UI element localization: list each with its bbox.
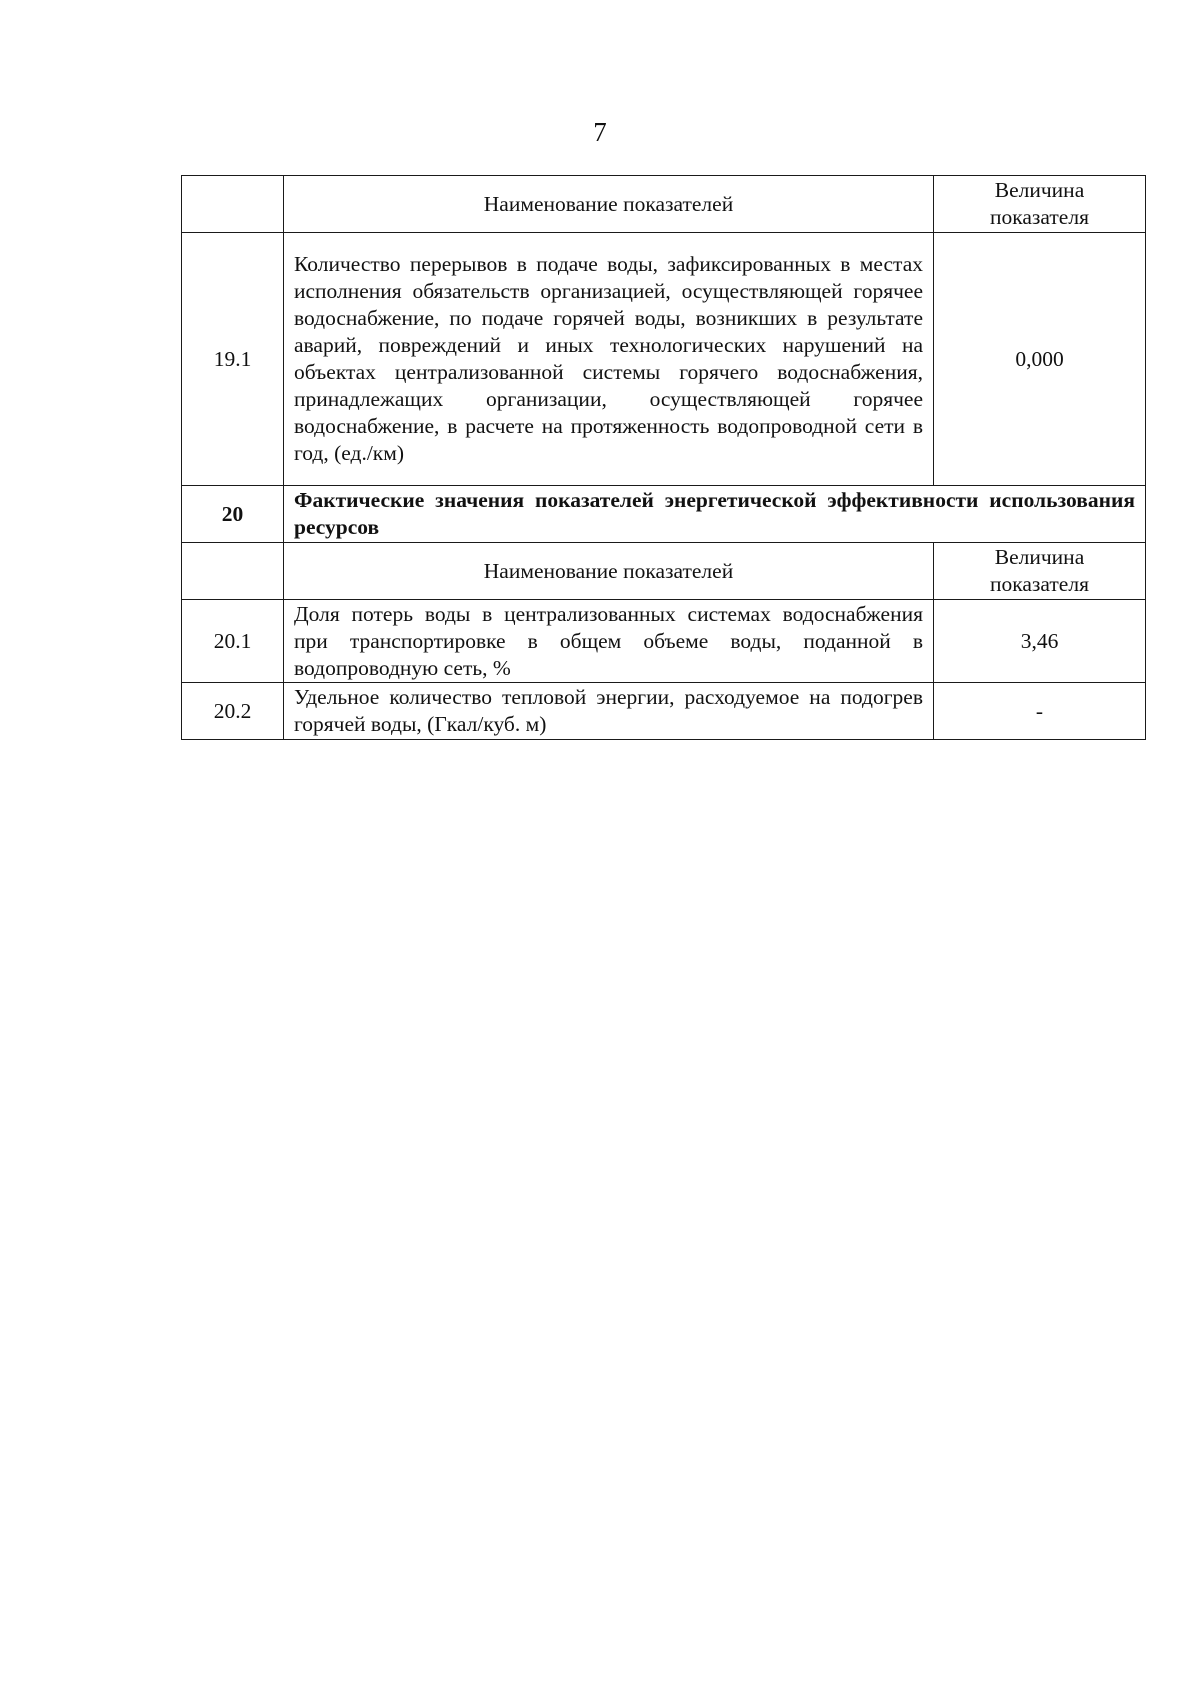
page-number: 7 xyxy=(593,117,607,147)
row-value-cell: 0,000 xyxy=(934,233,1146,486)
row-value-cell: 3,46 xyxy=(934,600,1146,683)
table-row xyxy=(182,683,1146,740)
header-value-cell: Величина показателя xyxy=(934,543,1146,600)
header-name-cell: Наименование показателей xyxy=(284,176,934,233)
row-number-cell: 19.1 xyxy=(182,233,284,486)
table-header-row xyxy=(182,176,1146,233)
table-row xyxy=(182,600,1146,683)
row-number-cell: 20.2 xyxy=(182,683,284,740)
header-number-cell xyxy=(182,543,284,600)
row-number-cell: 20.1 xyxy=(182,600,284,683)
header-value-cell: Величина показателя xyxy=(934,176,1146,233)
row-value-cell: - xyxy=(934,683,1146,740)
section-number-cell: 20 xyxy=(182,486,284,543)
section-row xyxy=(182,486,1146,543)
table-header-row-2 xyxy=(182,543,1146,600)
indicators-table xyxy=(181,175,1146,740)
row-name-cell: Удельное количество тепловой энергии, расходуемое на подогрев горячей воды, (Гкал/куб. м) xyxy=(284,683,934,740)
row-name-cell: Количество перерывов в подаче воды, зафиксированных в местах исполнения обязательств организацией, осуществляющей горячее водоснабжение, по подаче горячей воды, возникших в результате аварий, повреждений и иных технологических нарушений на объектах централизованной системы горячего водоснабжения, принадлежащих организации, осуществляющей горячее водоснабжение, в расчете на протяженность водопроводной сети в год, (ед./км) xyxy=(284,233,934,486)
header-number-cell xyxy=(182,176,284,233)
section-title-cell: Фактические значения показателей энергетической эффективности использования ресурсов xyxy=(284,486,1146,543)
table-row xyxy=(182,233,1146,486)
header-name-cell: Наименование показателей xyxy=(284,543,934,600)
row-name-cell: Доля потерь воды в централизованных системах водоснабжения при транспортировке в общем объеме воды, поданной в водопроводную сеть, % xyxy=(284,600,934,683)
